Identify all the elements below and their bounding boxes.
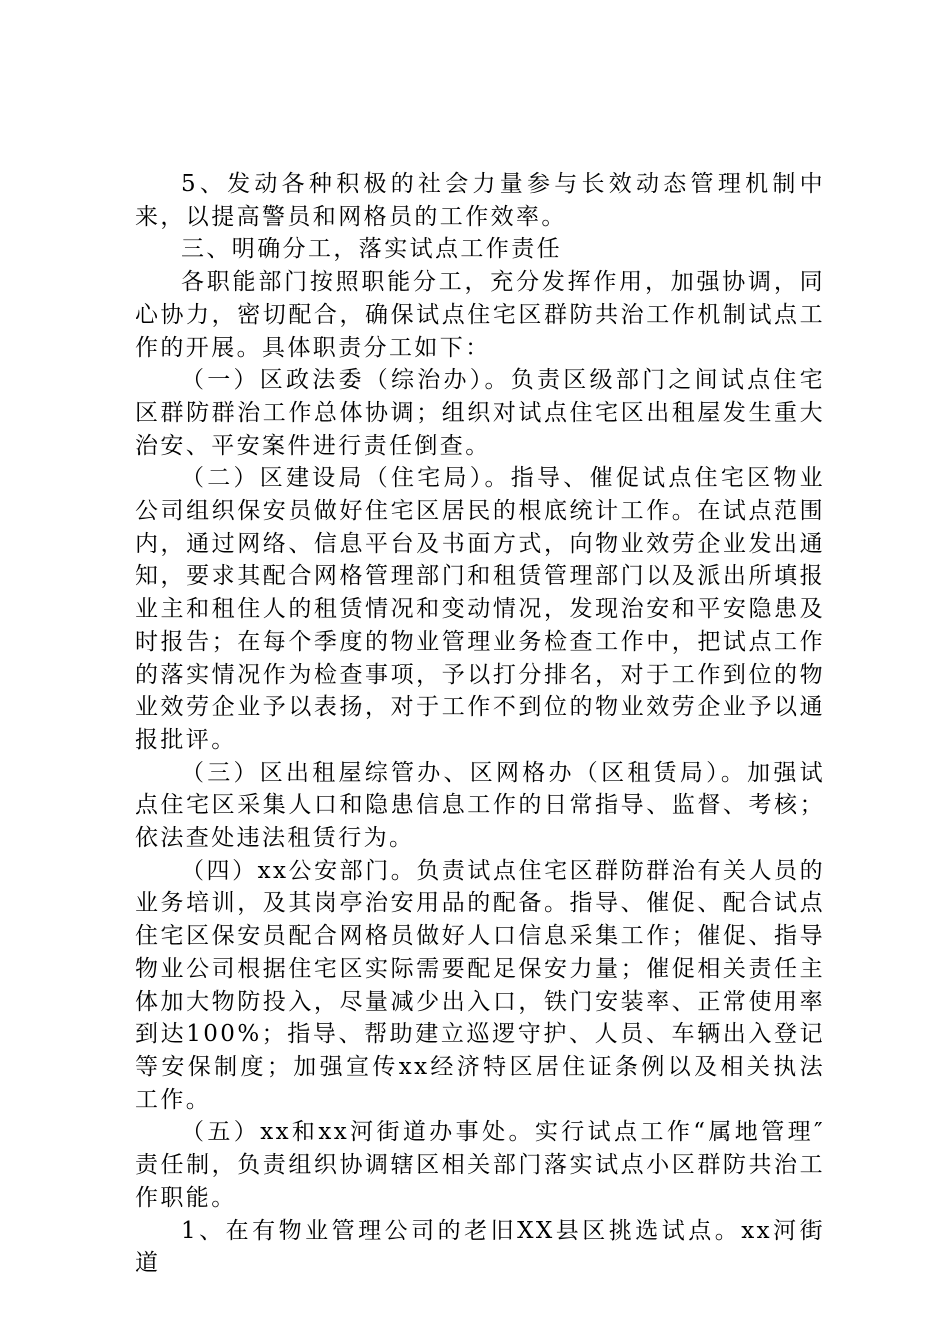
paragraph-duty-5: （五）xx和xx河街道办事处。实行试点工作“属地管理″责任制，负责组织协调辖区相关部门落实试点小区群防共治工作职能。 (135, 1119, 825, 1211)
section-heading-3: 三、明确分工，落实试点工作责任 (181, 236, 562, 263)
paragraph-duty-3: （三）区出租屋综管办、区网格办（区租赁局）。加强试点住宅区采集人口和隐患信息工作的日常指导、监督、考核；依法查处违法租赁行为。 (135, 759, 825, 852)
paragraph-item-5: 5、发动各种积极的社会力量参与长效动态管理机制中来，以提高警员和网格员的工作效率。 (135, 171, 825, 230)
paragraph-intro: 各职能部门按照职能分工，充分发挥作用，加强协调，同心协力，密切配合，确保试点住宅区群防共治工作机制试点工作的开展。具体职责分工如下： (135, 269, 825, 361)
document-body (135, 168, 825, 1280)
paragraph-duty-4: （四）xx公安部门。负责试点住宅区群防群治有关人员的业务培训，及其岗亭治安用品的配备。指导、催促、配合试点住宅区保安员配合网格员做好人口信息采集工作；催促、指导物业公司根据住宅区实际需要配足保安力量；催促相关责任主体加大物防投入，尽量减少出入口，铁门安装率、正常使用率到达100%；指导、帮助建立巡逻守护、人员、车辆出入登记等安保制度；加强宣传xx经济特区居住证条例以及相关执法工作。 (135, 857, 825, 1113)
paragraph-item-1: 1、在有物业管理公司的老旧XX县区挑选试点。xx河街道 (135, 1217, 825, 1277)
paragraph-duty-2: （二）区建设局（住宅局）。指导、催促试点住宅区物业公司组织保安员做好住宅区居民的根底统计工作。在试点范围内，通过网络、信息平台及书面方式，向物业效劳企业发出通知，要求其配合网格管理部门和租赁管理部门以及派出所填报业主和租住人的租赁情况和变动情况，发现治安和平安隐患及时报告；在每个季度的物业管理业务检查工作中，把试点工作的落实情况作为检查事项，予以打分排名，对于工作到位的物业效劳企业予以表扬，对于工作不到位的物业效劳企业予以通报批评。 (135, 465, 825, 753)
paragraph-duty-1: （一）区政法委（综治办）。负责区级部门之间试点住宅区群防群治工作总体协调；组织对试点住宅区出租屋发生重大治安、平安案件进行责任倒查。 (135, 367, 825, 459)
